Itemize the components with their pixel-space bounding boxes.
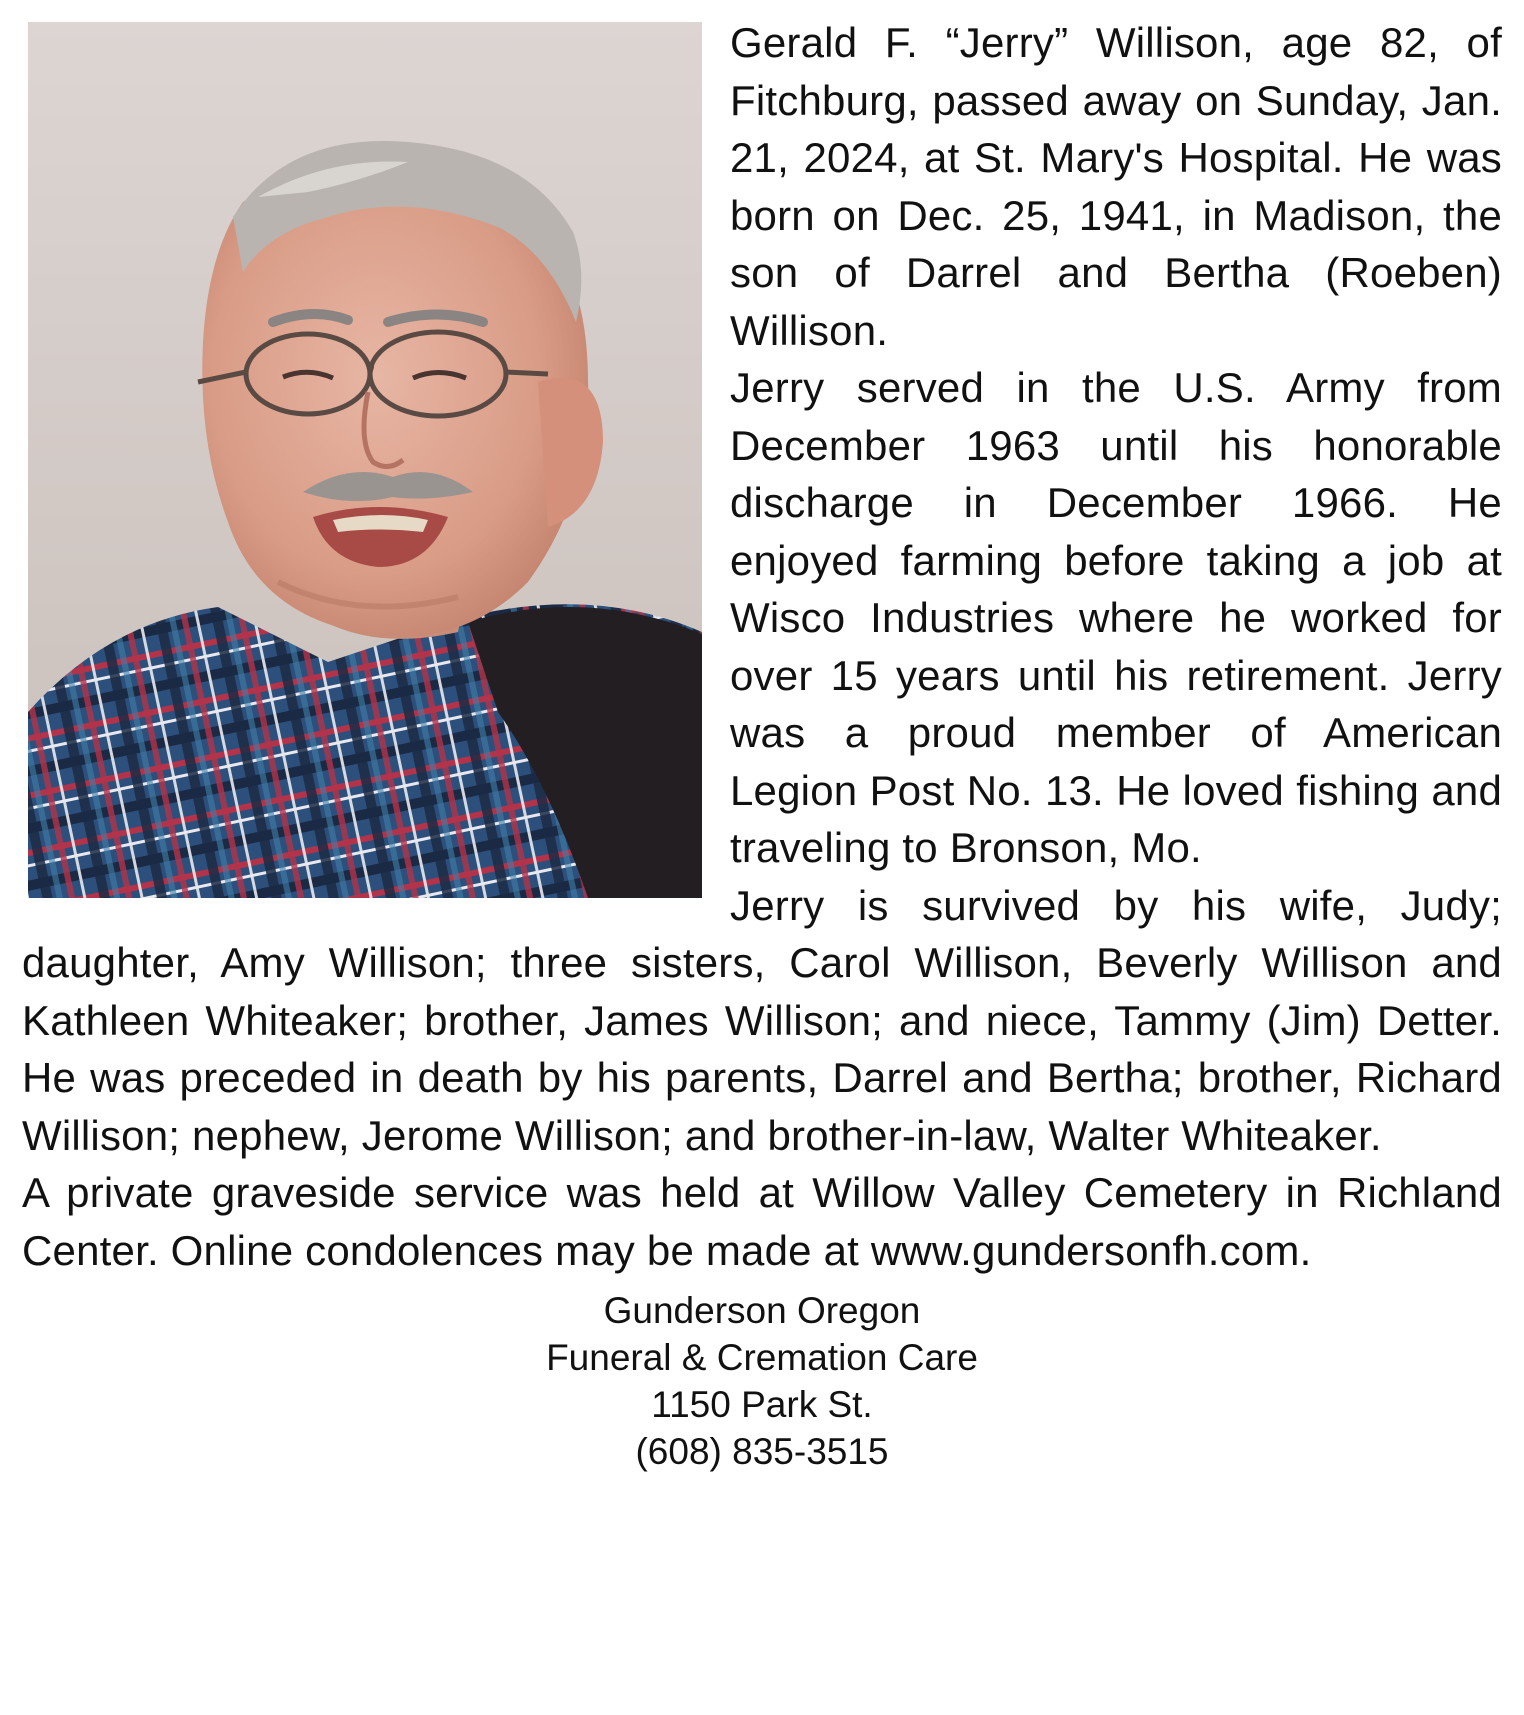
funeral-home-name-line1: Gunderson Oregon — [603, 1290, 921, 1331]
funeral-home-phone: (608) 835-3515 — [635, 1431, 889, 1472]
funeral-home-info — [22, 1287, 1502, 1475]
funeral-home-name-line2: Funeral & Cremation Care — [546, 1337, 978, 1378]
obituary-notice — [22, 14, 1502, 1475]
obituary-paragraph-survivors: Jerry is survived by his wife, Judy; daughter, Amy Willison; three sisters, Carol Willison, Beverly Willison and Kathleen Whiteaker; brother, James Willison; and niece, Tammy (Jim) Detter. He was preceded in death by his parents, Darrel and Bertha; brother, Richard Willison; nephew, Jerome Willison; and brother-in-law, Walter Whiteaker. — [22, 881, 1502, 1159]
portrait-illustration — [28, 22, 702, 898]
obituary-paragraph-biography: Gerald F. “Jerry” Willison, age 82, of Fitchburg, passed away on Sunday, Jan. 21, 2024, at St. Mary's Hospital. He was born on Dec. 25, 1941, in Madison, the son of Darrel and Bertha (Roeben) Willison. — [730, 19, 1502, 354]
funeral-home-address: 1150 Park St. — [651, 1384, 873, 1425]
portrait-photo — [28, 22, 702, 898]
obituary-paragraph-career: Jerry served in the U.S. Army from December 1963 until his honorable discharge in December 1966. He enjoyed farming before taking a job at Wisco Industries where he worked for over 15 years until his retirement. Jerry was a proud member of American Legion Post No. 13. He loved fishing and traveling to Bronson, Mo. — [730, 364, 1502, 871]
obituary-paragraph-service: A private graveside service was held at Willow Valley Cemetery in Richland Center. Online condolences may be made at www.gundersonfh.com. — [22, 1169, 1502, 1274]
